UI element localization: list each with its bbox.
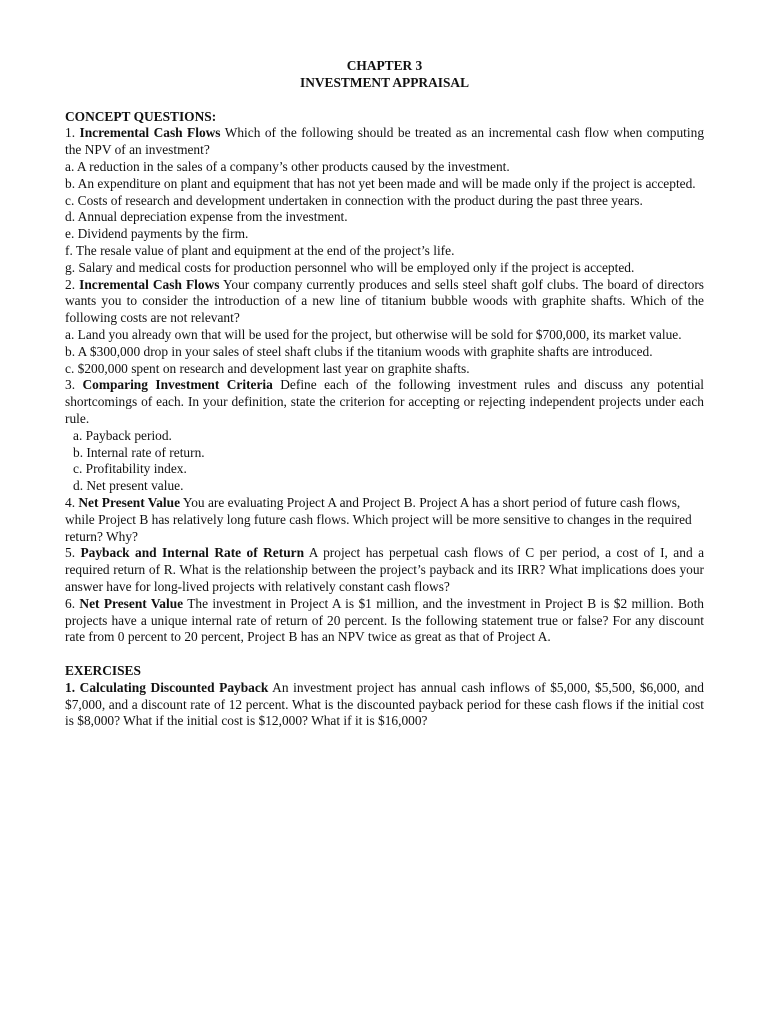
question-3: 3. Comparing Investment Criteria Define each of the following investment rules and discuss any potential shortcomings of each. In your definition, state the criterion for accepting or rejecting independent projects under each rule. bbox=[65, 377, 704, 426]
question-1: 1. Incremental Cash Flows Which of the following should be treated as an incremental cash flow when computing the NPV of an investment? bbox=[65, 125, 705, 158]
question-2-item-b: b. A $300,000 drop in your sales of steel shaft clubs if the titanium woods with graphite shafts are introduced. bbox=[65, 343, 653, 359]
chapter-label: CHAPTER 3 bbox=[346, 58, 423, 73]
question-6: 6. Net Present Value The investment in Project A is $1 million, and the investment in Project B is $2 million. Both projects have a unique internal rate of return of 20 percent. Is the following statement true or false? For any discount rate from 0 percent to 20 percent, Project B has an NPV twice as great as that of Project A. bbox=[65, 595, 704, 645]
question-3-item-d: d. Net present value. bbox=[73, 478, 184, 494]
question-2: 2. Incremental Cash Flows Your company currently produces and sells steel shaft golf clubs. The board of directors wants you to consider the introduction of a new line of titanium bubble woods with graphite shafts. Which of the following costs are not relevant? bbox=[65, 276, 704, 326]
question-3-item-b: b. Internal rate of return. bbox=[73, 444, 205, 460]
question-6-title: Net Present Value bbox=[79, 595, 184, 611]
exercise-1-title: 1. Calculating Discounted Payback bbox=[65, 679, 269, 695]
question-5: 5. Payback and Internal Rate of Return A project has perpetual cash flows of C per period, a cost of I, and a required return of R. What is the relationship between the project’s payback and its IRR? What implications does your answer have for long-lived projects with relatively constant cash flows? bbox=[65, 545, 705, 594]
spacer bbox=[65, 646, 704, 663]
spacer bbox=[65, 92, 704, 109]
exercise-1: 1. Calculating Discounted Payback An investment project has annual cash inflows of $5,000, $5,500, $6,000, and $7,000, and a discount rate of 12 percent. What is the discounted payback period for these cash flows if the initial cost is $8,000? What if the initial cost is $12,000? What if it is $16,000? bbox=[65, 679, 705, 729]
question-1-title: Incremental Cash Flows bbox=[79, 125, 221, 141]
question-1-item-b: b. An expenditure on plant and equipment that has not yet been made and will be made only if the project is accepted. bbox=[65, 175, 696, 191]
question-2-title: Incremental Cash Flows bbox=[79, 276, 220, 292]
question-3-item-a: a. Payback period. bbox=[73, 427, 172, 443]
question-1-item-g: g. Salary and medical costs for production personnel who will be employed only if the project is accepted. bbox=[65, 259, 635, 275]
question-3-item-c: c. Profitability index. bbox=[73, 461, 187, 477]
question-1-item-a: a. A reduction in the sales of a company’s other products caused by the investment. bbox=[65, 158, 510, 174]
question-1-item-e: e. Dividend payments by the firm. bbox=[65, 226, 249, 242]
question-4-title: Net Present Value bbox=[78, 494, 181, 510]
question-1-item-f: f. The resale value of plant and equipment at the end of the project’s life. bbox=[65, 242, 455, 258]
question-2-item-a: a. Land you already own that will be used for the project, but otherwise will be sold for $700,000, its market value. bbox=[65, 326, 682, 342]
exercises-heading: EXERCISES bbox=[65, 663, 141, 679]
question-3-title: Comparing Investment Criteria bbox=[82, 377, 273, 393]
question-1-item-d: d. Annual depreciation expense from the investment. bbox=[65, 209, 348, 225]
question-4: 4. Net Present Value You are evaluating Project A and Project B. Project A has a short period of future cash flows, while Project B has relatively long future cash flows. Which project will be more sensitive to changes in the required return? Why? bbox=[65, 494, 692, 544]
chapter-title: INVESTMENT APPRAISAL bbox=[299, 74, 470, 90]
question-1-item-c: c. Costs of research and development undertaken in connection with the product during the past three years. bbox=[65, 192, 643, 208]
question-5-title: Payback and Internal Rate of Return bbox=[80, 545, 305, 561]
question-2-item-c: c. $200,000 spent on research and development last year on graphite shafts. bbox=[65, 360, 470, 376]
concept-heading: CONCEPT QUESTIONS: bbox=[65, 108, 217, 124]
